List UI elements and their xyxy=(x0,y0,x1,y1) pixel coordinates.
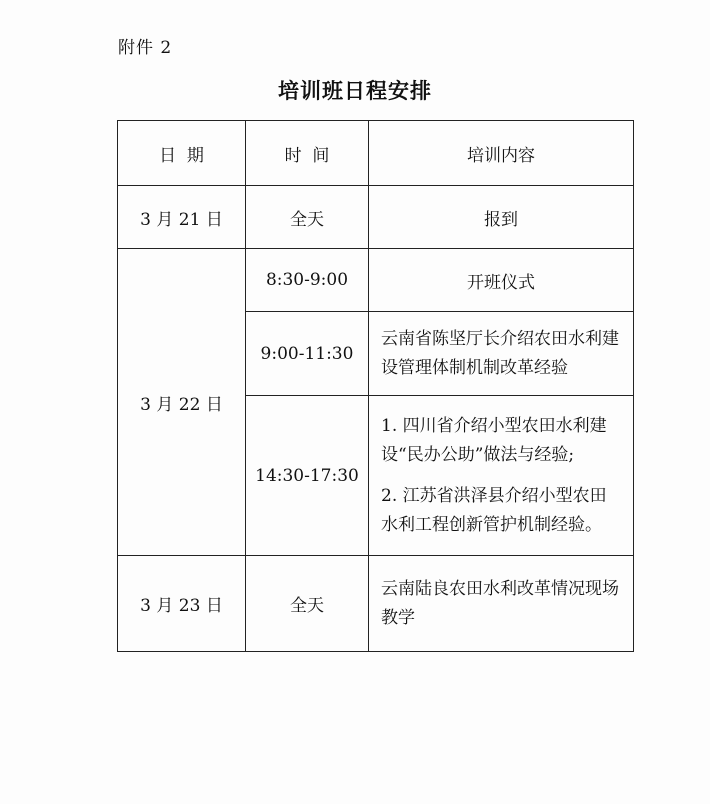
header-date: 日 期 xyxy=(118,121,246,186)
table-row xyxy=(118,249,634,312)
schedule-table xyxy=(117,120,634,652)
content-item: 2. 江苏省洪泽县介绍小型农田水利工程创新管护机制经验。 xyxy=(381,485,607,535)
table-row xyxy=(118,186,634,249)
content-cell: 云南省陈坚厅长介绍农田水利建设管理体制机制改革经验 xyxy=(369,312,634,396)
time-cell: 9:00-11:30 xyxy=(246,312,369,396)
date-cell: 3 月 22 日 xyxy=(118,249,246,556)
time-cell: 全天 xyxy=(246,186,369,249)
date-cell: 3 月 23 日 xyxy=(118,556,246,652)
time-cell: 14:30-17:30 xyxy=(246,396,369,556)
content-item: 1. 四川省介绍小型农田水利建设“民办公助”做法与经验; xyxy=(381,415,607,465)
content-cell: 报到 xyxy=(369,186,634,249)
content-cell: 开班仪式 xyxy=(369,249,634,312)
attachment-label: 附件 2 xyxy=(118,38,173,58)
time-cell: 8:30-9:00 xyxy=(246,249,369,312)
table-header-row xyxy=(118,121,634,186)
table-row xyxy=(118,556,634,652)
date-cell: 3 月 21 日 xyxy=(118,186,246,249)
document-title: 培训班日程安排 xyxy=(278,79,432,103)
time-cell: 全天 xyxy=(246,556,369,652)
header-time: 时 间 xyxy=(246,121,369,186)
header-content: 培训内容 xyxy=(369,121,634,186)
content-cell: 云南陆良农田水利改革情况现场教学 xyxy=(369,556,634,652)
content-cell xyxy=(369,396,634,556)
